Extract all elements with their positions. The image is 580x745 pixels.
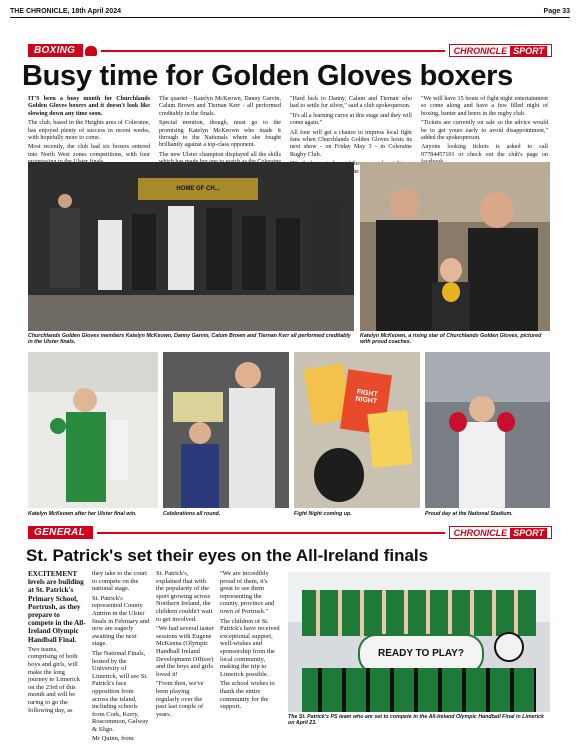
paragraph: The National Finals, hosted by the University of Limerick, will see St. Patrick's face opposition from across the island, including schools from Cork, Kerry, Roscommon, Galway & Sligo. (92, 649, 149, 733)
boxing-headline: Busy time for Golden Gloves boxers (22, 60, 513, 92)
boxer-figure (206, 208, 232, 290)
coach-figure (50, 208, 80, 288)
paragraph: "We will have 15 bouts of fight night entertainment so come along and have a few filled night of boxing, banter and beers in the rugby club. (421, 96, 548, 117)
photo-celebrations (163, 352, 289, 508)
general-headline: St. Patrick's set their eyes on the All-Ireland finals (26, 546, 429, 565)
coach-figure (376, 220, 438, 331)
paragraph: The new Ulster champion displayed all the skills (159, 151, 281, 158)
boxer-figure (168, 206, 194, 290)
certificate (173, 392, 223, 422)
page-number: Page 33 (543, 7, 570, 15)
general-col-1 (28, 570, 86, 716)
handball-icon (494, 632, 524, 662)
paragraph: they take to the court to compete on the national stage. (92, 570, 147, 593)
boxing-section-bar (28, 44, 552, 57)
child-head (189, 422, 211, 444)
boxing-col-1 (28, 96, 150, 169)
caption-celebrations: Celebrations all round. (163, 511, 221, 517)
general-col-4 (220, 570, 280, 713)
ready-to-play-banner: READY TO PLAY? (358, 634, 484, 674)
gym-floor (28, 295, 354, 331)
child-head (440, 258, 462, 282)
general-col-2 (92, 570, 150, 745)
team-back-row (302, 590, 536, 636)
paragraph: Two teams, comprising of both boys and girls, will make the long journey to Limerick on the 23rd of this month and will be raring to go the following day, as (28, 645, 80, 714)
section-tag-boxing: BOXING (28, 44, 83, 57)
coach-head (480, 192, 514, 228)
certificate (110, 420, 128, 480)
paragraph: St. Patrick's represented County Antrim in the Ulster finals in February and now are eagerly awaiting the next stage. (92, 594, 150, 648)
section-rule (97, 532, 445, 534)
boxer-figure (459, 422, 505, 508)
paragraph: The school wishes to thank the entire community for the support. (220, 680, 275, 711)
photo-team (28, 162, 354, 331)
paragraph: The children of St. Patrick's have received exceptional support, well-wishes and sponsorship from the local community, making the trip to Limerick possible. (220, 617, 280, 678)
brand-chronicle-sport: CHRONICLE SPORT (449, 44, 552, 57)
poster (367, 410, 412, 468)
coach-head (390, 188, 420, 220)
boxer-figure (132, 214, 156, 290)
wall (425, 352, 550, 402)
caption-handball: The St. Patrick's PS team who are set to compete in the All-Ireland Olympic Handball Final in Limerick on April 23. (288, 714, 544, 727)
caption-team: Churchlands Golden Gloves members Katelyn McKeown, Danny Garvin, Calum Brown and Tiernan Kerr all performed creditably in the Ulster finals. (28, 333, 351, 346)
paper-date: THE CHRONICLE, 18th April 2024 (10, 7, 121, 15)
boxer-head (73, 388, 97, 412)
general-col-3 (156, 570, 214, 720)
paragraph: St. Patrick's, explained that with the popularity of the sport growing across Northern Ireland, the children couldn't wait to get involved. (156, 570, 213, 623)
page-header (10, 5, 570, 17)
paragraph: the the (351, 161, 360, 175)
coach-figure (312, 202, 342, 290)
boxing-glove-icon (497, 412, 515, 432)
paragraph: Mr Quinn, from (92, 735, 134, 743)
photo-ulster-win (28, 352, 158, 508)
boxing-glove-icon (314, 448, 364, 502)
paragraph: "Tickets are currently on sale so the advice would be to get yours early to avoid disappointment," added the spokesperson. (421, 120, 548, 142)
lead-paragraph: IT'S been a busy month for Churchlands Golden Gloves boxers and it doesn't look like slowing down any time soon. (28, 96, 150, 117)
coach-figure (468, 228, 538, 331)
team-front-row (302, 668, 536, 712)
paragraph: The quartet - Katelyn McKeown, Danny Garvin, Calum Brown and Tiernan Kerr - all performed creditably in the finals. (159, 96, 281, 117)
section-tag-general: GENERAL (28, 526, 93, 539)
paragraph: Special mention, though, must go to the promising Katelyn McKeown who made it through to the Nationals where she fought brilliantly against a top-class opponent. (159, 120, 281, 149)
caption-coaches: Katelyn McKeown, a rising star of Churchlands Golden Gloves, pictured with proud coaches. (360, 333, 542, 346)
wall (28, 352, 158, 392)
paragraph: "We are incredibly proud of them, it's great to see them representing the county, province and town of Portrush." (220, 570, 275, 615)
brand-chronicle-sport: CHRONICLE SPORT (449, 526, 552, 539)
boxer-figure (229, 388, 275, 508)
boxer-figure (276, 218, 300, 290)
photo-fight-night (294, 352, 420, 508)
boxing-glove-icon (449, 412, 467, 432)
boxer-head (235, 362, 261, 388)
paragraph: "It's all a learning curve at this stage and they will come again." (290, 112, 412, 127)
boxing-col-4 (421, 96, 548, 169)
caption-fight-night: Fight Night coming up. (294, 511, 352, 517)
child-figure (181, 444, 219, 508)
caption-ulster-win: Katelyn McKeown after her Ulster final win. (28, 511, 137, 517)
paragraph: "From then, we've been playing regularly over the past last couple of years. (156, 680, 204, 718)
club-banner: HOME OF CH... (138, 178, 258, 200)
paragraph: "We had several taster sessions with Eugene McKenna (Olympic Handball Ireland Development Officer) and the boys and girls loved it! (156, 625, 214, 678)
photo-handball-team (288, 572, 550, 712)
paragraph: "Hard luck to Danny, Calum and Tiernan who had to settle for silver," said a club spokesperson. (290, 96, 412, 110)
section-rule (101, 50, 444, 52)
poster-fight-night: FIGHT NIGHT (340, 369, 392, 435)
lead-paragraph: EXCITEMENT levels are building at St. Patrick's Primary School, Portrush, as they prepare to compete in the All-Ireland Olympic Handball Final. (28, 570, 86, 644)
general-section-bar (28, 526, 552, 539)
medal-icon (442, 282, 460, 302)
paragraph: The club, based in the Heights area of Coleraine, has enjoyed plenty of success in recent weeks, with hopefully more to come. (28, 120, 150, 142)
photo-coaches (360, 162, 550, 331)
paragraph: All four will get a chance to impress local fight fans when Churchlands Golden Gloves hosts its next show - on Friday May 3 - in Coleraine Rugby Club. (290, 129, 412, 158)
caption-national-stadium: Proud day at the National Stadium. (425, 511, 513, 517)
boxer-figure (242, 216, 266, 290)
paragraph: Most recently, the club had six boxers entered into North West zones competitions, with four (28, 144, 150, 158)
paragraph: Anyone looking tickets is asked to call 07784457101 or check out the club's page on (421, 144, 548, 158)
glove-icon (50, 418, 66, 434)
header-rule (10, 17, 570, 18)
photo-national-stadium (425, 352, 550, 508)
boxer-figure (66, 412, 106, 502)
boxing-glove-icon (85, 46, 97, 56)
person-head (58, 194, 72, 208)
boxer-figure (98, 220, 122, 290)
boxer-head (469, 396, 495, 422)
wall (360, 162, 550, 222)
